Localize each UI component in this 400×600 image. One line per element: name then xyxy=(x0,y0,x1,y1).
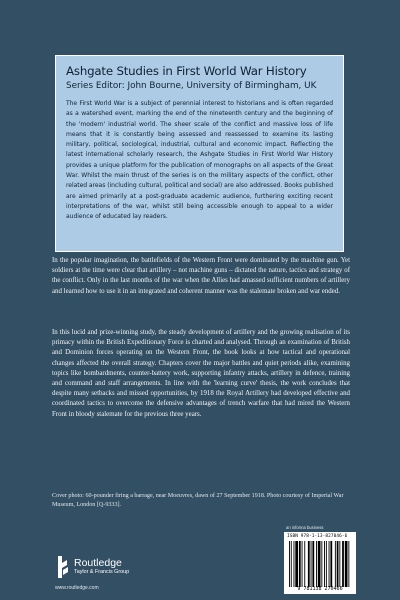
routledge-logo-icon xyxy=(55,553,71,581)
publisher-name: Routledge xyxy=(74,557,122,569)
publisher-website: www.routledge.com xyxy=(55,585,99,591)
series-editor: Series Editor: John Bourne, University of Birmingham, UK xyxy=(66,81,317,91)
blurb-paragraph-1: In the popular imagination, the battlefields of the Western Front were dominated by the machine gun. Yet soldiers at the time were clear that artillery – not machine guns – dictated the nature, tactics and strategy of the conflict. Only in the last months of the war when the Allies had amassed sufficient numbers of artillery and learned how to use it in an integrated and coherent manner was the stalemate broken and war ended. xyxy=(52,257,350,295)
barcode-box xyxy=(284,532,356,594)
informa-line: an informa business xyxy=(286,525,324,530)
series-title: Ashgate Studies in First World War History xyxy=(66,64,307,78)
series-info-box xyxy=(55,55,344,252)
publisher-group: Taylor & Francis Group xyxy=(74,569,130,575)
publisher-block xyxy=(55,553,129,581)
series-description: The First World War is a subject of perennial interest to historians and is often regarded as a watershed event, marking the end of the nineteenth century and the beginning of the 'modern' industrial world. The sheer scale of the conflict and massive loss of life means that it is constantly being assessed and reassessed to examine its lasting military, political, sociological, industrial, cultural and economic impact. Reflecting the latest international scholarly research, the Ashgate Studies in First World War History provides a unique platform for the publication of monographs on all aspects of the Great War. Whilst the main thrust of the series is on the military aspects of the conflict, other related areas (including cultural, political and social) are also addressed. Books published are aimed primarily at a post-graduate academic audience, furthering exciting recent interpretations of the war, whilst still being accessible enough to appeal to a wider audience of educated lay readers. xyxy=(66,100,333,221)
cover-photo-credit: Cover photo: 60-pounder firing a barrage, near Moeuvres, dawn of 27 September 1918. Photo courtesy of Imperial War Museum, London [Q-9333]. xyxy=(52,493,344,509)
isbn-text: ISBN 978-1-13-827046-6 xyxy=(287,534,348,539)
barcode-image xyxy=(287,541,353,587)
barcode-digits: 9 781138 270466 xyxy=(297,586,343,592)
blurb-paragraph-2: In this lucid and prize-winning study, the steady development of artillery and the growing realisation of its primacy within the British Expeditionary Force is charted and analysed. Through an examination of British and Dominion forces operating on the Western Front, the book looks at how tactical and operational changes affected the overall strategy. Chapters cover the major battles and quiet periods alike, examining topics like bombardments, counter-battery work, supporting infantry attacks, artillery in defence, training and command and staff arrangements. In line with the 'learning curve' thesis, the work concludes that despite many setbacks and missed opportunities, by 1918 the Royal Artillery had developed effective and coordinated tactics to overcome the defensive advantages of trench warfare that had mired the Western Front in bloody stalemate for the previous three years. xyxy=(52,329,350,418)
